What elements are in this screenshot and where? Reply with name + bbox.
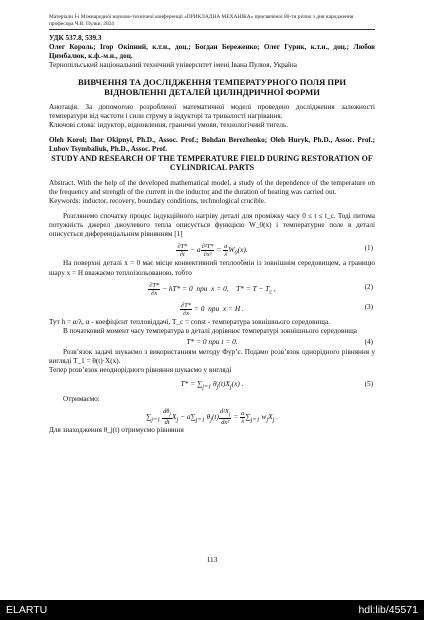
- equation-2-body: $\frac{\partial T*}{\partial x}$ − hT* = 0 при x = 0, $T* = T - T_c$ ,: [149, 281, 276, 297]
- equation-1: [49, 239, 375, 259]
- equation-6-body: $\sum_{j=1}$ $\frac{d\theta_j}{dt}$ $X_j - a\sum_{j=1}$ $\theta_j(t)$ $\frac{d^2X_j}{\text{dx²}}$ = $\frac{a}{\lambda}$ $\sum_{j=1}$ $w_jX_j$ .: [145, 408, 278, 427]
- paragraph-1: Розглянемо спочатку процес індукційного нагріву деталі для проміжку часу 0 ≤ t ≤ t_c. Тоді питома потужність джерел джоулевого тепла описується функцією W_0(x) і температурне поле в деталі описується диференціальним рівнянням [1]: [49, 212, 375, 239]
- equation-2-number: (2): [364, 282, 373, 291]
- udc-code: УДК 537.8, 539.3: [49, 34, 102, 43]
- equation-3-number: (3): [364, 302, 373, 311]
- keywords-ua: Ключові слова: індуктор, відновлення, граничні умови, технологічний тигель.: [49, 120, 289, 129]
- equation-3-body: $\frac{\partial T*}{\partial x}$ = 0 при x = H .: [181, 301, 244, 317]
- equation-5-body: $T* = \sum_{j=1}$ $\theta_j(t)X_j(x)$ .: [180, 379, 244, 391]
- repository-name: ELARTU: [6, 604, 48, 616]
- equation-5-number: (5): [364, 380, 373, 389]
- equation-6: [49, 404, 375, 426]
- affiliation-ua: Тернопільський національний технічний університет імені Івана Пулюя, Україна: [49, 61, 297, 70]
- title-ua: ВИВЧЕННЯ ТА ДОСЛІДЖЕННЯ ТЕМПЕРАТУРНОГО ПОЛЯ ПРИ ВІДНОВЛЕННІ ДЕТАЛЕЙ ЦИЛІНДРИЧНОЇ ФОРМИ: [77, 76, 347, 97]
- keywords-en: Keywords: inductor, recovery, boundary conditions, technological crucible.: [49, 197, 266, 206]
- paragraph-8: Для знаходження θ_j(t) отримуємо рівняння: [49, 426, 184, 435]
- page-content: [49, 14, 375, 435]
- equation-4-number: (4): [364, 337, 373, 346]
- abstract-ua: Анотація. За допомогою розробленої математичної моделі проведено дослідження залежності температури від частоти і сили струму в індукторі та тривалості нагрівання.: [49, 102, 375, 120]
- title-en: STUDY AND RESEARCH OF THE TEMPERATURE FIELD DURING RESTORATION OF CYLINDRICAL PARTS: [51, 154, 373, 173]
- authors-ua: Олег Король; Ігор Окіпний, к.т.н., доц.; Богдан Береженко; Олег Гурик, к.т.н., доц.; Любов Цимбалюк, к.ф.-м.н., доц.: [49, 43, 375, 61]
- running-header: Матеріали I-і Міжнародної науково-технічної конференції «ПРИКЛАДНА МЕХАНІКА» присвяченої 80-ти річчю з дня народження професора Ч.В. Пулки, 2024: [49, 14, 375, 30]
- paragraph-5: Розв’язок задачі шукаємо з використанням методу Фур’є. Подамо розв’язок однорідного рівняння у вигляді T_1 = θ(t)·X(x).: [49, 347, 375, 365]
- paragraph-2: На поверхні деталі x = 0 має місце конвективний теплообмін із зовнішнім середовищем, а границю шару x = H вважаємо теплоізольованою, тобто: [49, 259, 375, 277]
- repository-footer: [0, 600, 424, 620]
- authors-en: Oleh Korol; Ihor Okipnyi, Ph.D., Assoc. Prof.; Bohdan Berezhenko; Oleh Huryk, Ph.D., Assoc. Prof.; Lubov Tsymbaliuk, Ph.D., Assoc. Prof.: [49, 135, 375, 153]
- equation-3: [49, 298, 375, 318]
- equation-4: [49, 336, 375, 348]
- abstract-en: Abstract. With the help of the developed mathematical model, a study of the dependence of the temperature on the frequency and strength of the current in the inductor and the duration of heating was carried out.: [49, 178, 375, 196]
- paragraph-3: Тут h = α/λ, α - коефіцієнт тепловіддачі, T_c = const - температура зовнішнього середовища.: [49, 317, 330, 326]
- equation-1-body: $\frac{\partial T*}{\partial t}$ − a $\frac{\text{∂²T*}}{\text{∂x²}}$ = $\frac{a}{\lambda}$ $W_0(x)$.: [177, 243, 248, 259]
- equation-2: [49, 278, 375, 298]
- paragraph-4: В початковий момент часу температура в деталі дорівнює температурі зовнішнього середовища: [63, 326, 357, 335]
- equation-5: [49, 375, 375, 395]
- paragraph-7: Отримаємо:: [63, 395, 100, 404]
- page-number: 113: [206, 555, 218, 564]
- equation-4-body: T* = 0 при t = 0.: [186, 336, 238, 346]
- paragraph-6: Тепер розв’язок неоднорідного рівняння шукаємо у вигляді: [49, 365, 232, 374]
- equation-1-number: (1): [364, 244, 373, 253]
- handle-link[interactable]: hdl:lib/45571: [358, 604, 418, 616]
